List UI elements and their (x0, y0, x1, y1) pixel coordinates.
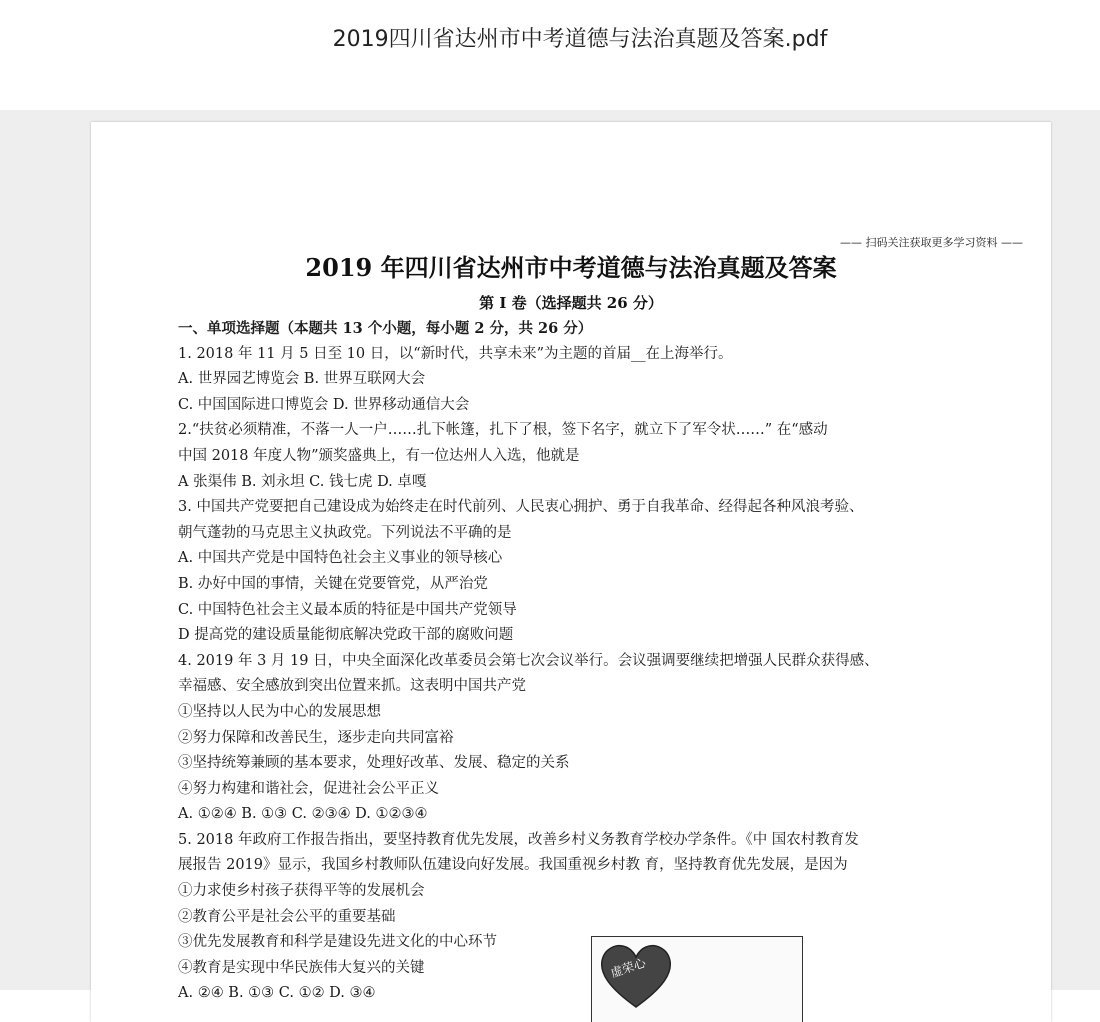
heart-icon (598, 943, 674, 1009)
question-line: D 提高党的建设质量能彻底解决党政干部的腐败问题 (178, 627, 514, 644)
question-line: ④努力构建和谐社会，促进社会公平正义 (178, 780, 439, 797)
question-line: ①坚持以人民为中心的发展思想 (178, 703, 381, 720)
question-line: 1. 2018 年 11 月 5 日至 10 日，以“新时代，共享未来”为主题的首届__在上海举行。 (178, 345, 733, 362)
question-body (178, 316, 988, 1007)
illustration-figure (591, 936, 803, 1022)
question-line: 朝气蓬勃的马克思主义执政党。下列说法不平确的是 (178, 524, 512, 541)
question-line: A. 世界园艺博览会 B. 世界互联网大会 (178, 371, 426, 388)
question-line: C. 中国国际进口博览会 D. 世界移动通信大会 (178, 396, 470, 413)
question-line: ②教育公平是社会公平的重要基础 (178, 908, 396, 925)
question-line: ④教育是实现中华民族伟大复兴的关键 (178, 959, 425, 976)
question-line: ②努力保障和改善民生，逐步走向共同富裕 (178, 729, 454, 746)
question-line: 2.“扶贫必须精准，不落一人一户……扎下帐篷，扎下了根，签下名字，就立下了军令状……” 在“感动 (178, 422, 828, 439)
question-line: ③优先发展教育和科学是建设先进文化的中心环节 (178, 934, 497, 951)
stamp-label: 虚荣心 (608, 955, 648, 981)
question-line: B. 办好中国的事情，关键在党要管党，从严治党 (178, 575, 488, 592)
question-line: C. 中国特色社会主义最本质的特征是中国共产党领导 (178, 601, 517, 618)
question-line: A 张渠伟 B. 刘永坦 C. 钱七虎 D. 卓嘎 (178, 473, 427, 490)
question-line: 5. 2018 年政府工作报告指出，要坚持教育优先发展，改善乡村义务教育学校办学条件。《中 国农村教育发 (178, 831, 859, 848)
file-title: 2019四川省达州市中考道德与法治真题及答案.pdf (332, 27, 828, 52)
pdf-page (91, 122, 1051, 1022)
question-line: 幸福感、安全感放到突出位置来抓。这表明中国共产党 (178, 678, 526, 695)
question-line: A. ①②④ B. ①③ C. ②③④ D. ①②③④ (178, 806, 428, 823)
question-line: A. 中国共产党是中国特色社会主义事业的领导核心 (178, 550, 503, 567)
document-title: 2019 年四川省达州市中考道德与法治真题及答案 (305, 253, 837, 282)
section-title: 第 I 卷（选择题共 26 分） (479, 294, 663, 312)
question-line: 4. 2019 年 3 月 19 日，中央全面深化改革委员会第七次会议举行。会议强调要继续把增强人民群众获得感、 (178, 652, 879, 669)
document-viewer[interactable] (0, 110, 1100, 1002)
question-line: ③坚持统筹兼顾的基本要求，处理好改革、发展、稳定的关系 (178, 755, 570, 772)
question-line: 展报告 2019》显示，我国乡村教师队伍建设向好发展。我国重视乡村教 育，坚持教育优先发展，是因为 (178, 857, 848, 874)
question-line: A. ②④ B. ①③ C. ①② D. ③④ (178, 985, 376, 1002)
question-line: 3. 中国共产党要把自己建设成为始终走在时代前列、人民衷心拥护、勇于自我革命、经得起各种风浪考验、 (178, 499, 864, 516)
question-line: 中国 2018 年度人物”颁奖盛典上，有一位达州人入选，他就是 (178, 447, 580, 464)
question-line: ①力求使乡村孩子获得平等的发展机会 (178, 883, 425, 900)
question-line: 一、单项选择题（本题共 13 个小题，每小题 2 分，共 26 分） (178, 320, 593, 337)
promo-text: —— 扫码关注获取更多学习资料 —— (840, 236, 1023, 249)
viewer-header (0, 0, 1100, 110)
